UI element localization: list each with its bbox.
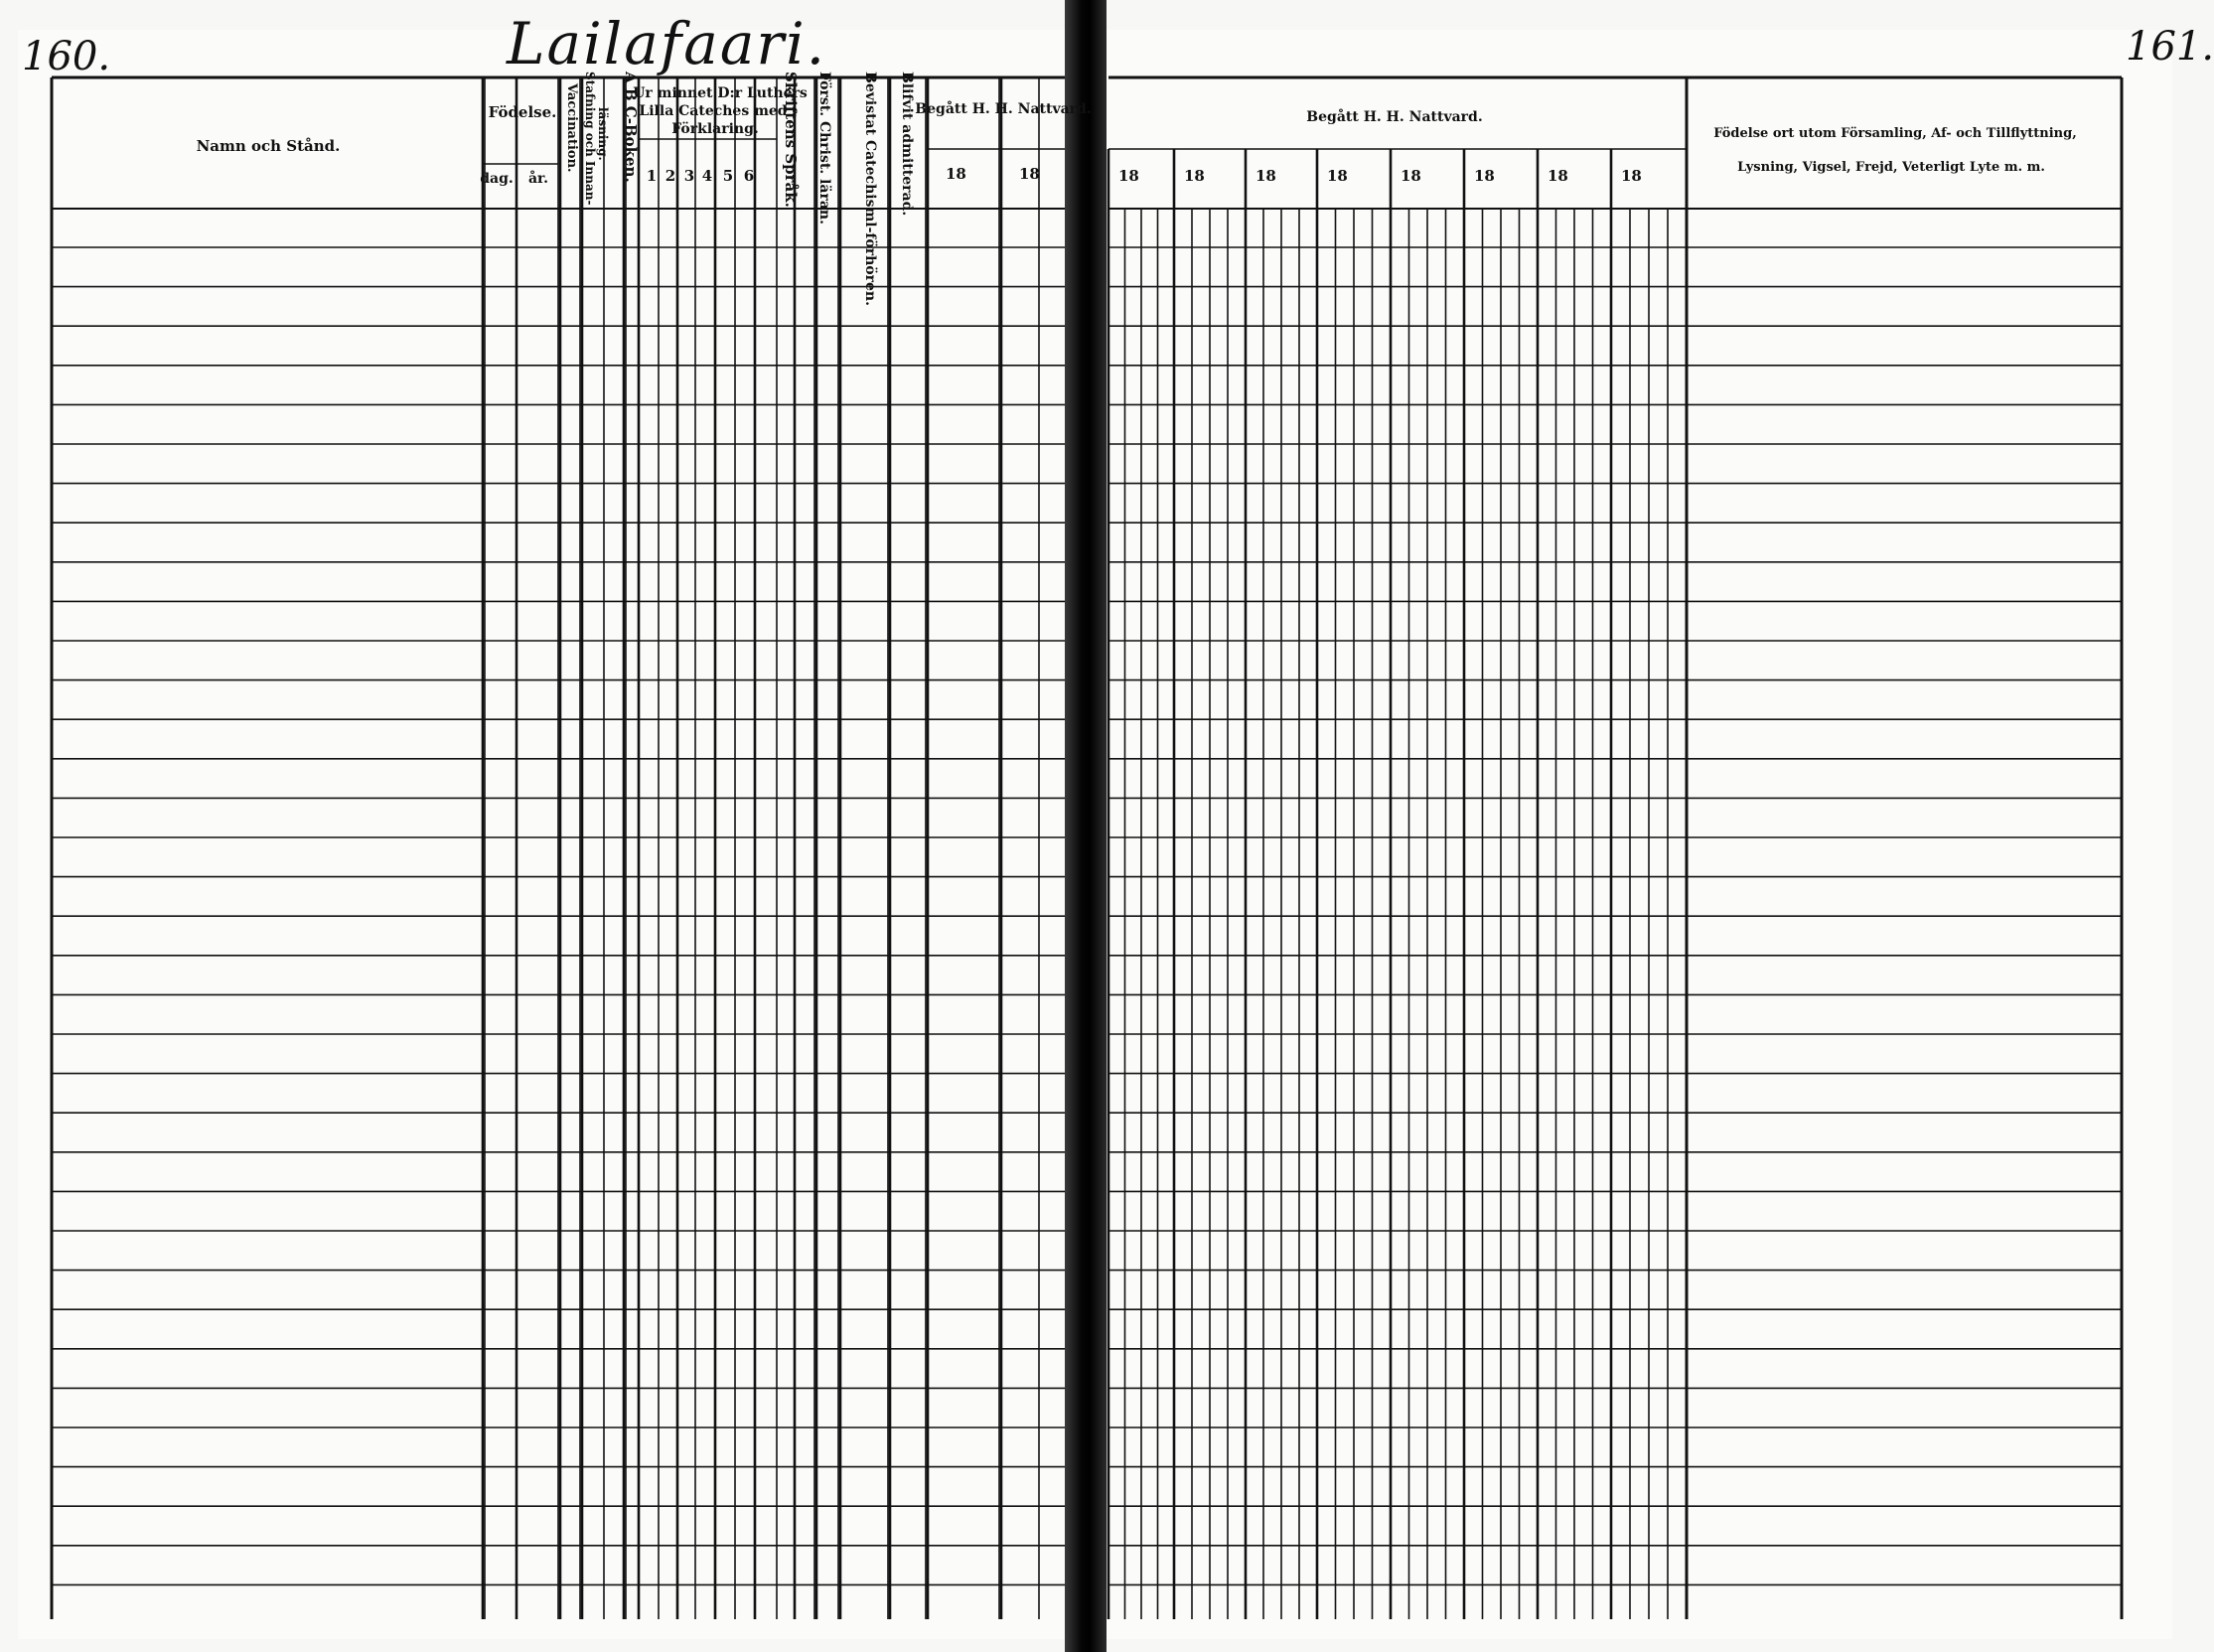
year-prefix: 18 bbox=[1401, 167, 1421, 185]
header-reading-1: Stafning och Innan- bbox=[583, 72, 597, 206]
header-catechism-2: Lilla Cateches med bbox=[639, 103, 788, 119]
header-catechism-3: Förklaring. bbox=[671, 121, 759, 137]
year-prefix: 18 bbox=[1548, 167, 1568, 185]
header-reading-2: läsning. bbox=[596, 107, 610, 161]
header-remarks-1: Födelse ort utom Församling, Af- och Tillflyttning, bbox=[1713, 126, 2077, 141]
catechism-number: 2 bbox=[664, 167, 676, 185]
header-communion-right: Begått H. H. Nattvard. bbox=[1306, 109, 1483, 125]
page-number-right: 161. bbox=[2126, 24, 2214, 70]
catechism-part-numbers bbox=[647, 167, 754, 185]
year-prefix: 18 bbox=[1255, 167, 1276, 185]
catechism-number: 6 bbox=[743, 167, 755, 185]
header-admitted: Blifvit admitterad. bbox=[899, 72, 915, 217]
year-prefix: 18 bbox=[1184, 167, 1205, 185]
ruled-lines bbox=[52, 77, 2122, 1619]
year-prefix: 18 bbox=[1621, 167, 1642, 185]
year-prefix: 18 bbox=[1019, 165, 1040, 183]
header-christian: Först. Christ. läran. bbox=[816, 72, 832, 225]
left-year-prefixes bbox=[946, 165, 1040, 183]
right-year-prefixes bbox=[1118, 167, 1642, 185]
header-attended: Bevistat Catechisml-förhören. bbox=[862, 72, 878, 306]
header-abc: A B C-Boken. bbox=[622, 72, 640, 183]
header-communion-left: Begått H. H. Nattvard. bbox=[915, 101, 1092, 117]
page-number-left: 160. bbox=[22, 34, 111, 79]
header-birth-year: år. bbox=[527, 171, 549, 187]
header-name: Namn och Stånd. bbox=[196, 137, 341, 155]
catechism-number: 1 bbox=[646, 167, 658, 185]
header-birth: Födelse. bbox=[488, 103, 557, 121]
header-birth-day: dag. bbox=[480, 171, 514, 187]
header-catechism-1: Ur minnet D:r Luthers bbox=[633, 85, 808, 101]
header-vaccination: Vaccination. bbox=[564, 83, 579, 173]
year-prefix: 18 bbox=[946, 165, 966, 183]
catechism-number: 4 bbox=[701, 167, 713, 185]
header-remarks-2: Lysning, Vigsel, Frejd, Veterligt Lyte m. m. bbox=[1737, 160, 2045, 175]
catechism-number: 3 bbox=[683, 167, 695, 185]
place-name: Lailafaari. bbox=[507, 10, 827, 77]
year-prefix: 18 bbox=[1118, 167, 1139, 185]
year-prefix: 18 bbox=[1327, 167, 1348, 185]
header-scripture: Skriftens Språk. bbox=[782, 72, 800, 208]
year-prefix: 18 bbox=[1474, 167, 1495, 185]
catechism-number: 5 bbox=[722, 167, 734, 185]
